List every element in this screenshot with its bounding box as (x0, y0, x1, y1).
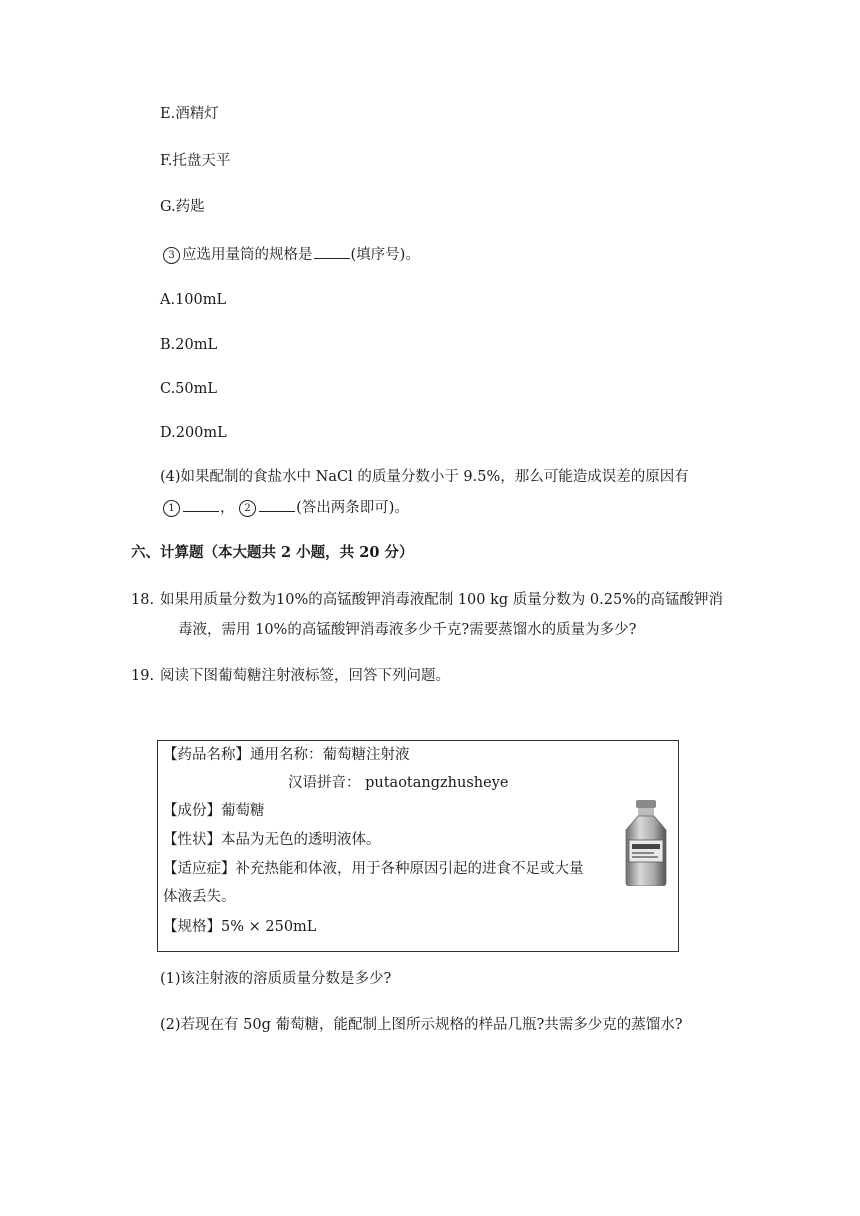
answer-blank (314, 244, 350, 259)
section-heading: 六、计算题（本大题共 2 小题，共 20 分） (131, 544, 414, 561)
option-c: C.50mL (160, 381, 218, 397)
option-b: B.20mL (160, 337, 218, 353)
question-18-line1: 如果用质量分数为10%的高锰酸钾消毒液配制 100 kg 质量分数为 0.25%的高锰酸钾消 (160, 592, 723, 608)
option-a: A.100mL (160, 292, 227, 308)
answer-blank (183, 497, 219, 512)
drug-label (157, 740, 679, 952)
answer-blank (259, 497, 295, 512)
option-g: G.药匙 (160, 199, 205, 215)
question-19-number: 19. (131, 668, 155, 684)
label-spec: 【规格】5% × 250mL (163, 919, 317, 935)
question-4-line1: (4)如果配制的食盐水中 NaCl 的质量分数小于 9.5%，那么可能造成误差的原因有 (160, 469, 689, 485)
question-4-line2: 1 ， 2 (答出两条即可)。 (163, 497, 409, 518)
question-18-line2: 毒液，需用 10%的高锰酸钾消毒液多少千克?需要蒸馏水的质量为多少? (178, 622, 637, 638)
option-f: F.托盘天平 (160, 153, 231, 169)
circled-number-1: 1 (163, 500, 180, 517)
option-e: E.酒精灯 (160, 106, 219, 122)
question-3: 3 应选用量筒的规格是 (填序号)。 (163, 244, 420, 265)
label-drug-name: 【药品名称】通用名称：葡萄糖注射液 (163, 747, 410, 763)
question-18-number: 18. (131, 592, 155, 608)
label-pinyin: 汉语拼音： putaotangzhusheye (288, 775, 509, 791)
label-property: 【性状】本品为无色的透明液体。 (163, 832, 381, 848)
glucose-bottle-image (620, 800, 672, 886)
sub-question-2: (2)若现在有 50g 葡萄糖，能配制上图所示规格的样品几瓶?共需多少克的蒸馏水? (160, 1017, 683, 1033)
circled-number-3: 3 (163, 247, 180, 264)
circled-number-2: 2 (239, 500, 256, 517)
label-ingredient: 【成份】葡萄糖 (163, 803, 265, 819)
label-indication: 【适应症】补充热能和体液，用于各种原因引起的进食不足或大量 (163, 861, 584, 877)
label-indication-cont: 体液丢失。 (163, 889, 236, 905)
question-19-text: 阅读下图葡萄糖注射液标签，回答下列问题。 (160, 668, 450, 684)
sub-question-1: (1)该注射液的溶质质量分数是多少? (160, 971, 392, 987)
option-d: D.200mL (160, 425, 227, 441)
